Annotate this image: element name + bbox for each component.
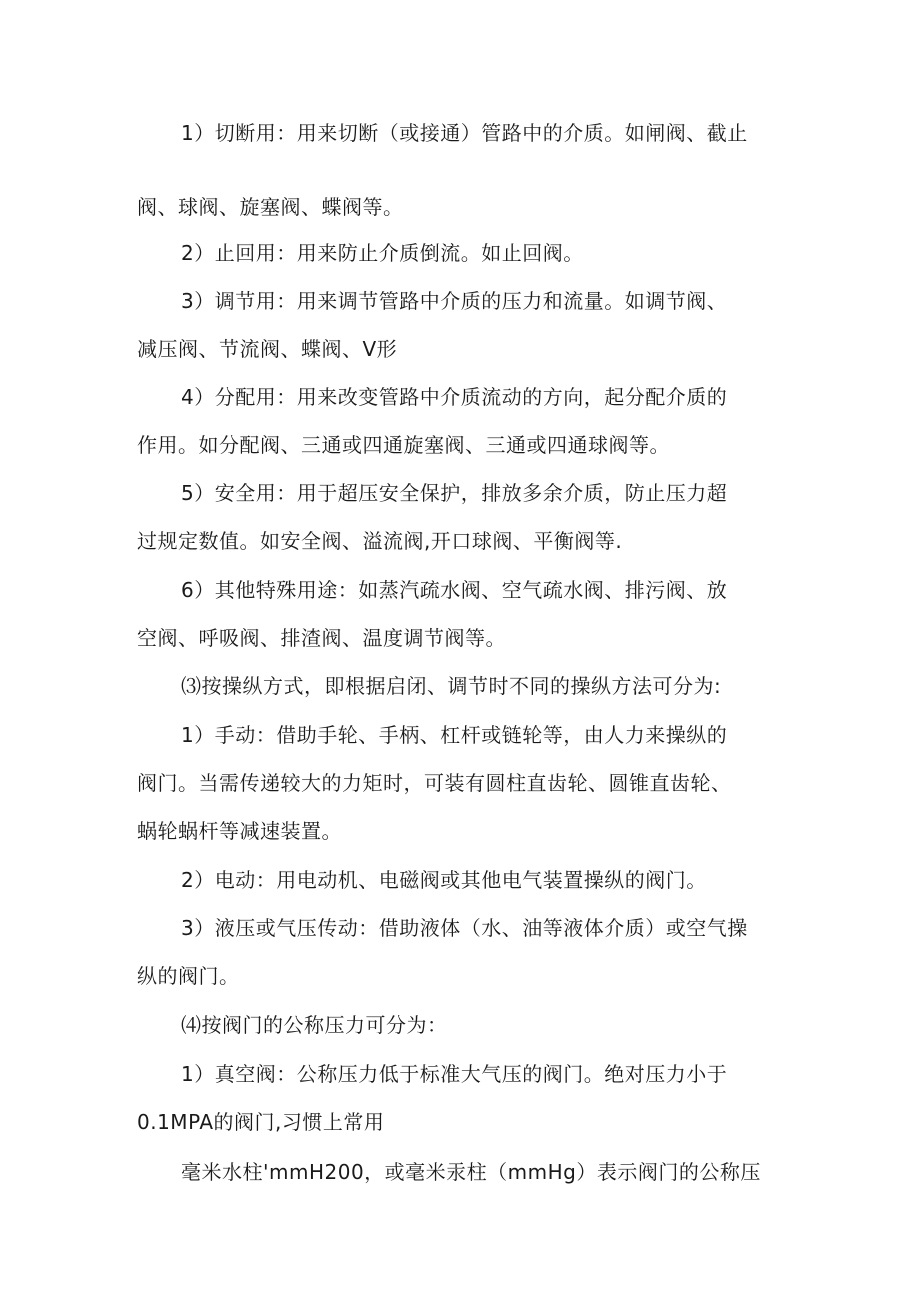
paragraph-line-20: 1）真空阀：公称压力低于标准大气压的阀门。绝对压力小于 — [181, 1062, 728, 1086]
paragraph-line-16: 2）电动：用电动机、电磁阀或其他电气装置操纵的阀门。 — [181, 868, 707, 892]
paragraph-line-13: 1）手动：借助手轮、手柄、杠杆或链轮等，由人力来操纵的 — [181, 723, 728, 747]
paragraph-line-1: 1）切断用：用来切断（或接通）管路中的介质。如闸阀、截止 — [181, 121, 748, 145]
paragraph-line-6: 4）分配用：用来改变管路中介质流动的方向，起分配介质的 — [181, 385, 728, 409]
paragraph-line-5: 减压阀、节流阀、蝶阀、V形 — [137, 337, 398, 361]
paragraph-line-10: 6）其他特殊用途：如蒸汽疏水阀、空气疏水阀、排污阀、放 — [181, 578, 728, 602]
paragraph-line-19: ⑷按阀门的公称压力可分为： — [181, 1013, 448, 1037]
paragraph-line-17: 3）液压或气压传动：借助液体（水、油等液体介质）或空气操 — [181, 916, 748, 940]
paragraph-line-22: 毫米水柱'mmH200，或毫米汞柱（mmHg）表示阀门的公称压 — [181, 1160, 761, 1184]
paragraph-line-18: 纵的阀门。 — [137, 964, 240, 988]
paragraph-line-8: 5）安全用：用于超压安全保护，排放多余介质，防止压力超 — [181, 481, 728, 505]
paragraph-line-12: ⑶按操纵方式，即根据启闭、调节时不同的操纵方法可分为: — [181, 674, 722, 698]
paragraph-line-2: 阀、球阀、旋塞阀、蝶阀等。 — [137, 195, 404, 219]
paragraph-line-15: 蜗轮蜗杆等减速装置。 — [137, 819, 342, 843]
paragraph-line-7: 作用。如分配阀、三通或四通旋塞阀、三通或四通球阀等。 — [137, 433, 670, 457]
paragraph-line-4: 3）调节用：用来调节管路中介质的压力和流量。如调节阀、 — [181, 289, 728, 313]
paragraph-line-3: 2）止回用：用来防止介质倒流。如止回阀。 — [181, 241, 584, 265]
paragraph-line-14: 阀门。当需传递较大的力矩时，可装有圆柱直齿轮、圆锥直齿轮、 — [137, 771, 732, 795]
paragraph-line-21: 0.1MPA的阀门,习惯上常用 — [137, 1110, 385, 1134]
paragraph-line-9: 过规定数值。如安全阀、溢流阀,开口球阀、平衡阀等. — [137, 529, 623, 553]
paragraph-line-11: 空阀、呼吸阀、排渣阀、温度调节阀等。 — [137, 626, 506, 650]
